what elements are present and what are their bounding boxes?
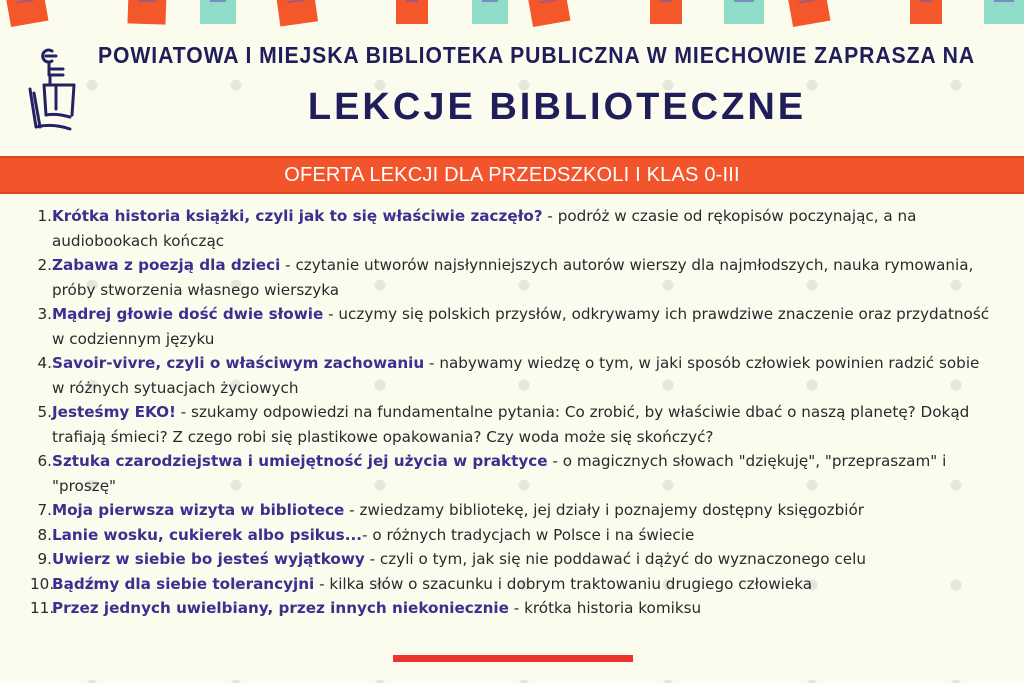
lesson-title: Moja pierwsza wizyta w bibliotece <box>52 501 345 519</box>
lesson-item <box>30 498 990 523</box>
lesson-number: 3. <box>37 305 52 323</box>
lesson-item <box>30 572 990 597</box>
bunting-decoration <box>0 0 1024 30</box>
lesson-description: - kilka słów o szacunku i dobrym traktowaniu drugiego człowieka <box>314 574 813 593</box>
lesson-number: 9. <box>37 550 52 568</box>
lesson-title: Savoir-vivre, czyli o właściwym zachowaniu <box>52 354 425 372</box>
lesson-number: 6. <box>37 452 52 470</box>
bunting-flag <box>788 0 831 27</box>
bunting-flag <box>396 0 428 24</box>
lesson-title: Sztuka czarodziejstwa i umiejętność jej użycia w praktyce <box>52 452 548 470</box>
lesson-number: 7. <box>37 501 52 519</box>
lesson-description: - uczymy się polskich przysłów, odkrywamy ich prawdziwe znaczenie oraz przydatność w codziennym języku <box>52 305 990 348</box>
lesson-number: 11. <box>30 599 55 617</box>
page-title: LEKCJE BIBLIOTECZNE <box>307 86 807 128</box>
lesson-number: 1. <box>37 207 52 225</box>
bunting-flag <box>910 0 942 24</box>
lesson-item <box>30 596 990 621</box>
lesson-title: Przez jednych uwielbiany, przez innych niekoniecznie <box>52 599 509 617</box>
bunting-flag <box>276 0 318 26</box>
lesson-number: 10. <box>30 574 55 593</box>
lesson-description: - szukamy odpowiedzi na fundamentalne pytania: Co zrobić, by właściwie dbać o naszą planetę? Dokąd trafiają śmieci? Z czego robi się plastikowe opakowania? Czy woda może się skończyć? <box>52 403 970 446</box>
lesson-title: Mądrej głowie dość dwie słowie <box>52 305 324 323</box>
lesson-title: Jesteśmy EKO! <box>52 403 176 421</box>
lesson-description: - krótka historia komiksu <box>508 599 702 617</box>
lesson-item <box>30 253 990 302</box>
lesson-title: Krótka historia książki, czyli jak to się właściwie zaczęło? <box>52 207 543 225</box>
lesson-title: Uwierz w siebie bo jesteś wyjątkowy <box>52 550 365 568</box>
bunting-flag <box>984 0 1024 24</box>
lesson-description: - czytanie utworów najsłynniejszych autorów wierszy dla najmłodszych, nauka rymowania, próby stworzenia własnego wierszyka <box>52 256 974 299</box>
offer-banner-label: OFERTA LEKCJI DLA PRZEDSZKOLI I KLAS 0-III <box>284 163 740 186</box>
bunting-flag <box>472 0 508 24</box>
bunting-flag <box>127 0 166 25</box>
lesson-title: Lanie wosku, cukierek albo psikus... <box>52 525 363 544</box>
lesson-description: - podróż w czasie od rękopisów poczynając, a na audiobookach kończąc <box>52 207 917 250</box>
lesson-number: 2. <box>37 256 52 274</box>
bunting-flag <box>200 0 236 24</box>
lesson-description: - o magicznych słowach "dziękuję", "przepraszam" i "proszę" <box>52 452 947 495</box>
lesson-description: - zwiedzamy bibliotekę, jej działy i poznajemy dostępny księgozbiór <box>344 501 865 519</box>
lesson-title: Zabawa z poezją dla dzieci <box>52 256 281 274</box>
offer-banner <box>0 156 1024 194</box>
lesson-description: - czyli o tym, jak się nie poddawać i dążyć do wyznaczonego celu <box>364 550 866 568</box>
lesson-list <box>30 204 990 621</box>
lesson-number: 5. <box>37 403 52 421</box>
lesson-number: 8. <box>37 525 52 544</box>
lesson-item <box>30 547 990 572</box>
bunting-flag <box>650 0 682 24</box>
lesson-item <box>30 351 990 400</box>
lesson-item <box>30 302 990 351</box>
lesson-item <box>30 449 990 498</box>
lesson-description: - o różnych tradycjach w Polsce i na świecie <box>362 525 695 544</box>
header-invitation-line: POWIATOWA I MIEJSKA BIBLIOTEKA PUBLICZNA W MIECHOWIE ZAPRASZA NA <box>98 42 976 68</box>
lesson-item <box>30 523 990 548</box>
lesson-number: 4. <box>37 354 52 372</box>
bunting-flag <box>528 0 571 27</box>
lesson-title: Bądźmy dla siebie tolerancyjni <box>52 574 315 593</box>
bunting-flag <box>6 0 49 27</box>
footer-divider <box>393 655 633 662</box>
bunting-flag <box>724 0 764 24</box>
lesson-item <box>30 400 990 449</box>
lesson-item <box>30 204 990 253</box>
lesson-description: - nabywamy wiedzę o tym, w jaki sposób człowiek powinien radzić sobie w różnych sytuacjach życiowych <box>52 354 980 397</box>
